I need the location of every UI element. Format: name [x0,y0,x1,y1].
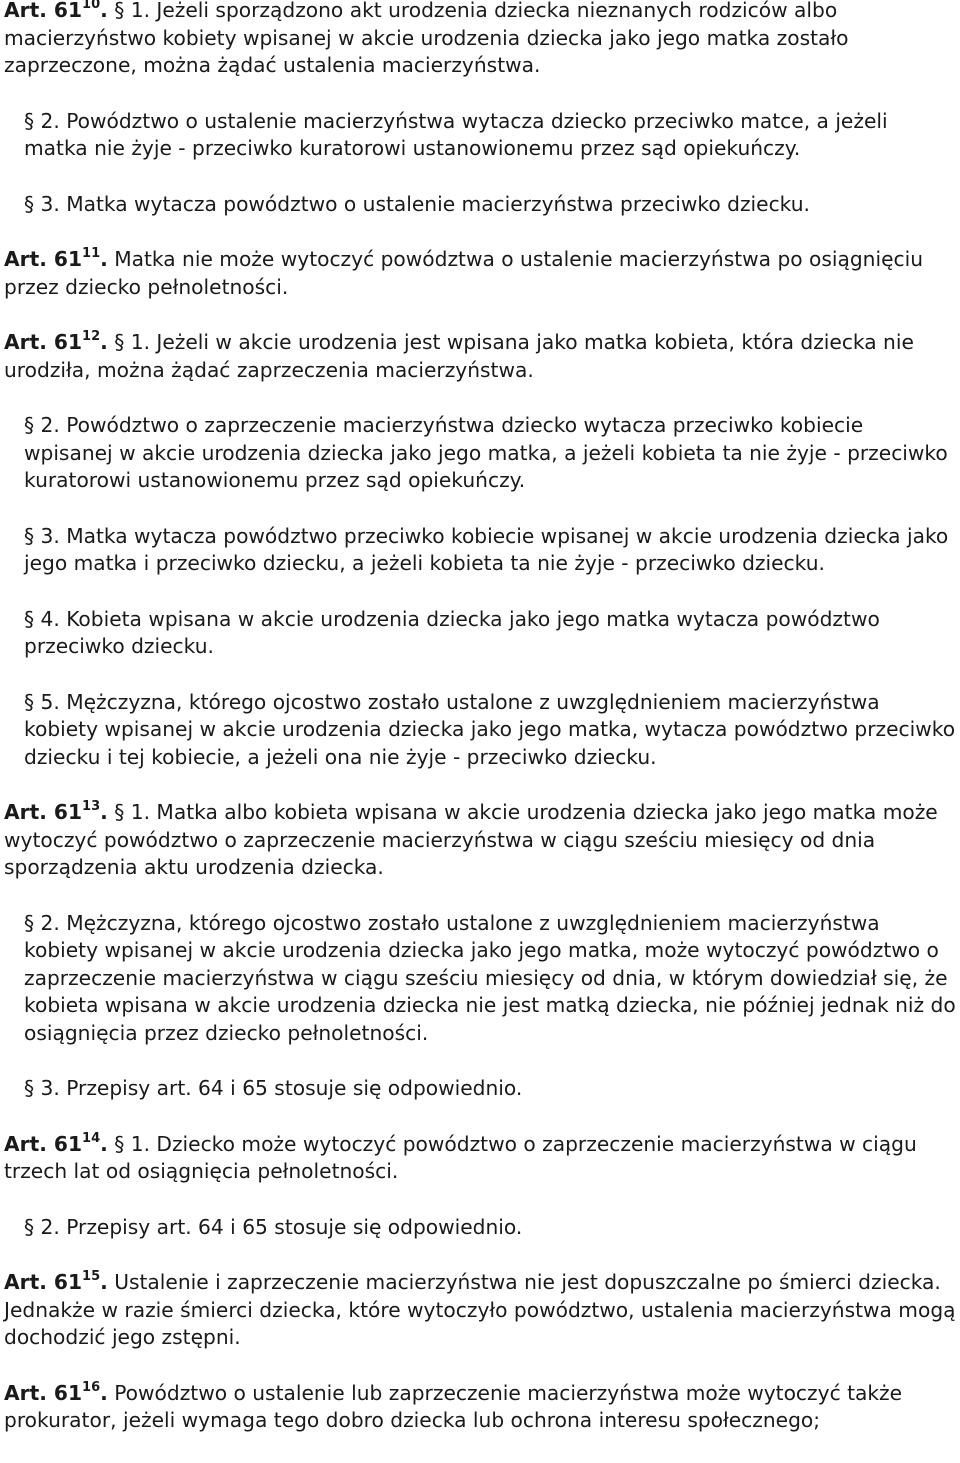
section-mark: § 3. [24,1076,67,1100]
article-number: Art. 61 [4,247,83,271]
section-mark: § 2. [24,108,67,133]
section-mark: § 1. [107,1131,157,1156]
legal-document [4,0,956,1463]
paragraph-text: Mężczyzna, którego ojcostwo zostało ustalone z uwzględnieniem macierzyństwa kobiety wpisanej w akcie urodzenia dziecka jako jego matka, wytacza powództwo przeciwko dziecku i tej kobiecie, a jeżeli ona nie żyje - przeciwko dziecku. [24,689,956,769]
paragraph-art-61-15 [4,1269,956,1352]
article-label [4,1132,108,1156]
section-mark: § 1. [107,0,157,22]
article-superscript: 16 [82,1379,101,1395]
article-number: Art. 61 [4,1380,83,1405]
article-number: Art. 61 [4,1270,83,1294]
paragraph-art-61-10-sec-2 [4,108,956,163]
paragraph-text: Powództwo o ustalenie lub zaprzeczenie macierzyństwa może wytoczyć także prokurator, jeżeli wymaga tego dobro dziecka lub ochrona interesu społecznego; [4,1380,903,1432]
paragraph-text: Matka nie może wytoczyć powództwa o ustalenie macierzyństwa po osiągnięciu przez dziecko pełnoletności. [4,247,924,299]
article-period: . [100,800,108,824]
article-superscript: 13 [82,799,101,815]
paragraph-art-61-10-sec-3 [4,191,956,219]
paragraph-art-61-13-sec-3 [4,1075,956,1103]
paragraph-art-61-11 [4,246,956,301]
paragraph-art-61-12-sec-2 [4,412,956,495]
article-period: . [100,0,108,22]
article-number: Art. 61 [4,800,83,824]
section-mark: § 2. [24,1214,67,1239]
paragraph-art-61-13-sec-1 [4,799,956,882]
paragraph-art-61-10-sec-1 [4,0,956,80]
section-mark: § 1. [107,330,157,354]
article-superscript: 15 [82,1269,101,1285]
article-number: Art. 61 [4,1131,83,1156]
paragraph-art-61-12-sec-5 [4,689,956,772]
paragraph-text: Ustalenie i zaprzeczenie macierzyństwa nie jest dopuszczalne po śmierci dziecka. Jednakże w razie śmierci dziecka, które wytoczyło powództwo, ustalenia macierzyństwa mogą dochodzić jego zstępni. [4,1270,956,1349]
article-label [4,0,108,22]
article-superscript: 14 [82,1130,101,1146]
section-mark: § 4. [24,606,67,631]
paragraph-text: Powództwo o zaprzeczenie macierzyństwa dziecko wytacza przeciwko kobiecie wpisanej w akcie urodzenia dziecka jako jego matka, a jeżeli kobieta ta nie żyje - przeciwko kuratorowi ustanowionemu przez sąd opiekuńczy. [24,413,948,492]
paragraph-art-61-12-sec-4 [4,606,956,661]
paragraph-art-61-12-sec-3 [4,523,956,578]
article-period: . [100,1270,108,1294]
paragraph-text: Mężczyzna, którego ojcostwo zostało ustalone z uwzględnieniem macierzyństwa kobiety wpisanej w akcie urodzenia dziecka jako jego matka, może wytoczyć powództwo o zaprzeczenie macierzyństwa w ciągu sześciu miesięcy od dnia, w którym dowiedział się, że kobieta wpisana w akcie urodzenia dziecka nie jest matką dziecka, nie później jednak niż do osiągnięcia przez dziecko pełnoletności. [24,910,956,1045]
article-superscript: 10 [82,0,101,13]
section-mark: § 2. [24,910,67,935]
paragraph-text: Matka wytacza powództwo przeciwko kobiecie wpisanej w akcie urodzenia dziecka jako jego matka i przeciwko dziecku, a jeżeli kobieta ta nie żyje - przeciwko dziecku. [24,523,949,575]
article-label [4,330,108,354]
article-period: . [100,247,108,271]
paragraph-text: Jeżeli sporządzono akt urodzenia dziecka nieznanych rodziców albo macierzyństwo kobiety wpisanej w akcie urodzenia dziecka jako jego matka zostało zaprzeczone, można żądać ustalenia macierzyństwa. [4,0,849,77]
paragraph-text: Powództwo o ustalenie macierzyństwa wytacza dziecko przeciwko matce, a jeżeli matka nie żyje - przeciwko kuratorowi ustanowionemu przez sąd opiekuńczy. [24,108,888,160]
paragraph-art-61-16 [4,1380,956,1435]
paragraph-art-61-13-sec-2 [4,910,956,1048]
paragraph-art-61-14-sec-1 [4,1131,956,1186]
paragraph-art-61-14-sec-2 [4,1214,956,1242]
paragraph-text: Matka albo kobieta wpisana w akcie urodzenia dziecka jako jego matka może wytoczyć powództwo o zaprzeczenie macierzyństwa w ciągu sześciu miesięcy od dnia sporządzenia aktu urodzenia dziecka. [4,800,938,879]
article-label [4,1381,108,1405]
article-number: Art. 61 [4,0,83,22]
article-period: . [100,1131,108,1156]
article-label [4,1270,108,1294]
paragraph-text: Jeżeli w akcie urodzenia jest wpisana jako matka kobieta, która dziecka nie urodziła, można żądać zaprzeczenia macierzyństwa. [4,330,914,382]
article-period: . [100,1380,108,1405]
paragraph-text: Dziecko może wytoczyć powództwo o zaprzeczenie macierzyństwa w ciągu trzech lat od osiągnięcia pełnoletności. [4,1131,917,1183]
paragraph-text: Matka wytacza powództwo o ustalenie macierzyństwa przeciwko dziecku. [66,191,810,216]
article-superscript: 11 [82,246,101,262]
paragraph-text: Przepisy art. 64 i 65 stosuje się odpowiednio. [66,1214,523,1239]
article-period: . [100,330,108,354]
section-mark: § 3. [24,523,67,548]
paragraph-text: Przepisy art. 64 i 65 stosuje się odpowiednio. [66,1076,523,1100]
section-mark: § 2. [24,413,67,437]
article-label [4,247,108,271]
section-mark: § 5. [24,689,67,714]
paragraph-text: Kobieta wpisana w akcie urodzenia dziecka jako jego matka wytacza powództwo przeciwko dziecku. [24,606,880,658]
paragraph-art-61-12-sec-1 [4,329,956,384]
article-number: Art. 61 [4,330,83,354]
section-mark: § 1. [107,800,157,824]
article-label [4,800,108,824]
section-mark: § 3. [24,191,67,216]
article-superscript: 12 [82,329,101,345]
